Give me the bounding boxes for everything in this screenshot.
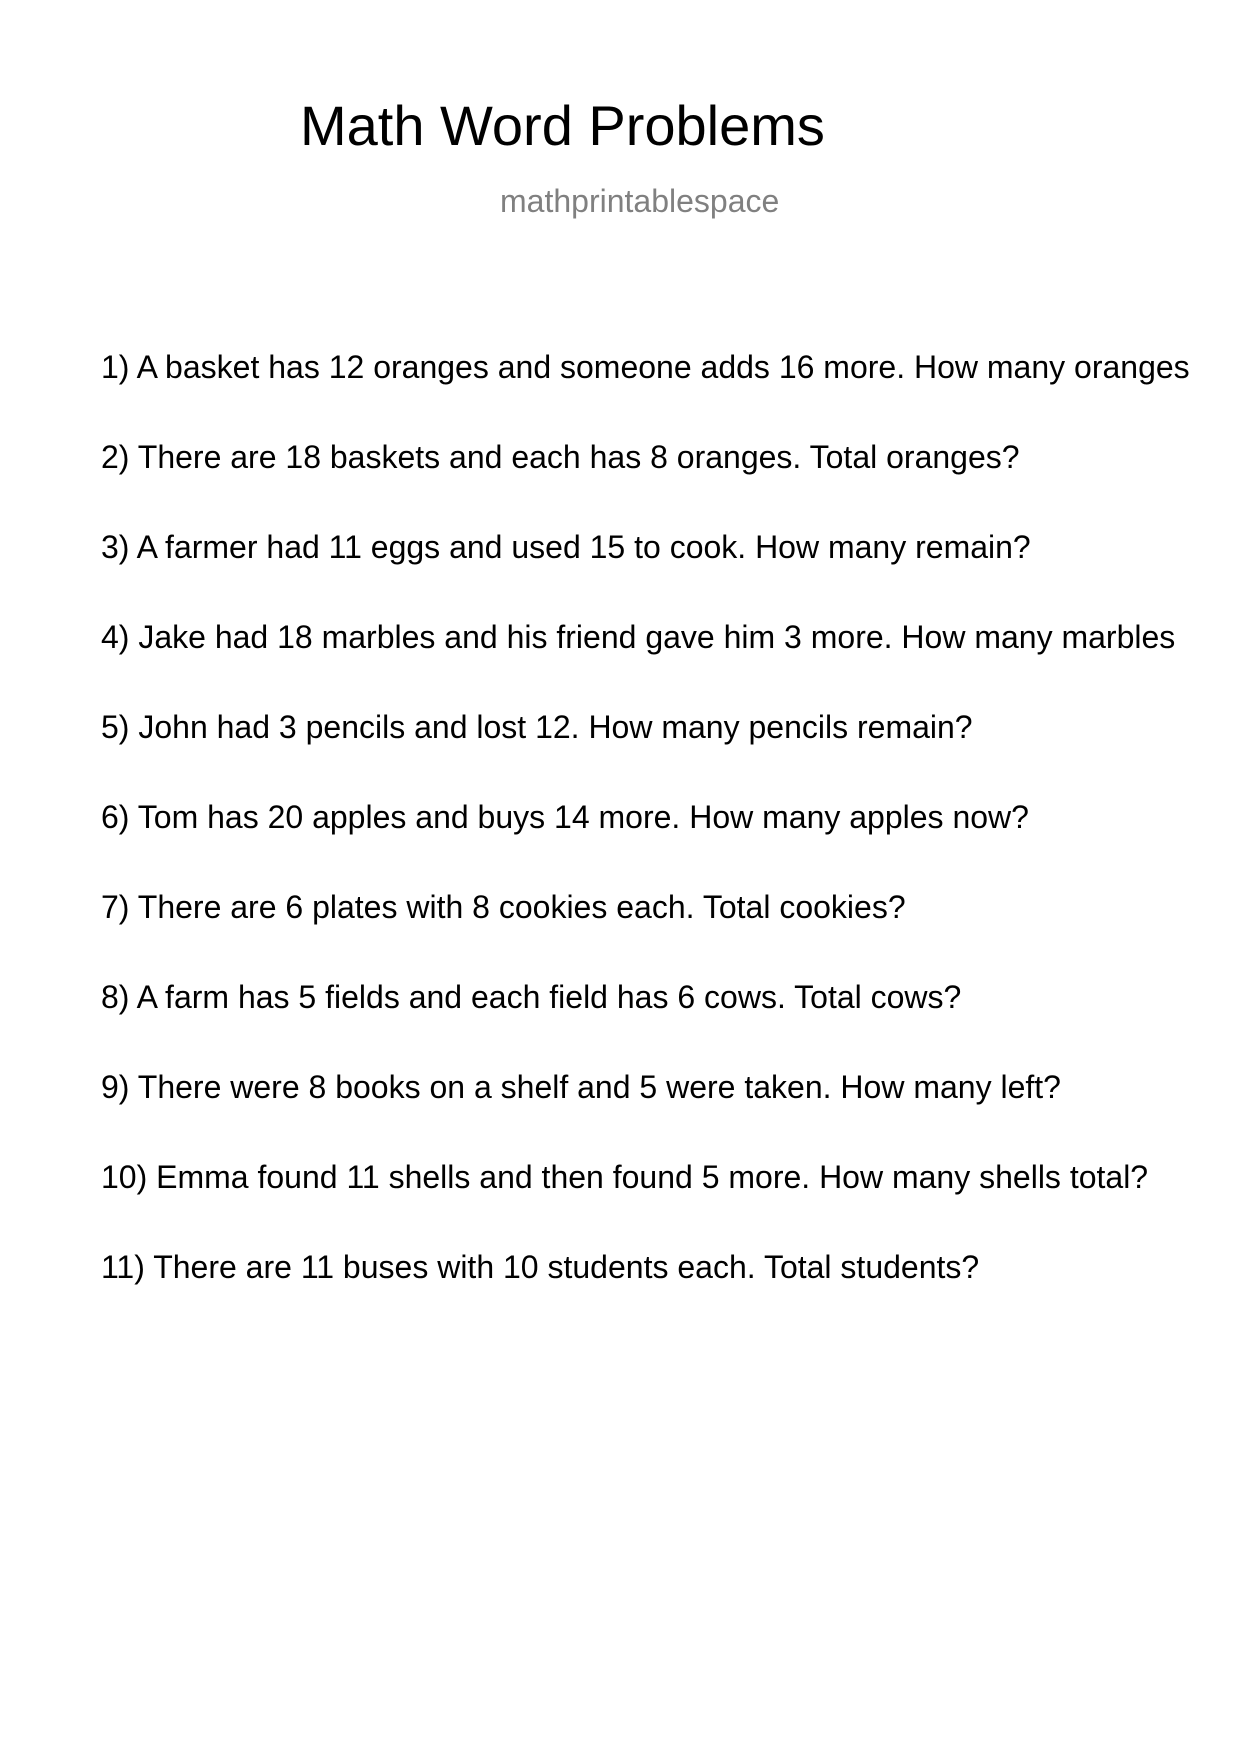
problem-5: 5) John had 3 pencils and lost 12. How many pencils remain? — [101, 709, 973, 745]
problem-8: 8) A farm has 5 fields and each field has 6 cows. Total cows? — [101, 979, 962, 1015]
page-title: Math Word Problems — [300, 94, 825, 157]
problem-11: 11) There are 11 buses with 10 students each. Total students? — [101, 1249, 980, 1285]
problem-2: 2) There are 18 baskets and each has 8 oranges. Total oranges? — [101, 439, 1020, 475]
problem-3: 3) A farmer had 11 eggs and used 15 to cook. How many remain? — [101, 529, 1031, 565]
problem-9: 9) There were 8 books on a shelf and 5 were taken. How many left? — [101, 1069, 1061, 1105]
problem-list — [101, 349, 1240, 1339]
problem-6: 6) Tom has 20 apples and buys 14 more. How many apples now? — [101, 799, 1029, 835]
problem-1: 1) A basket has 12 oranges and someone adds 16 more. How many oranges — [101, 349, 1190, 385]
page-subtitle: mathprintablespace — [500, 183, 780, 219]
problem-7: 7) There are 6 plates with 8 cookies each. Total cookies? — [101, 889, 906, 925]
problem-10: 10) Emma found 11 shells and then found 5 more. How many shells total? — [101, 1159, 1149, 1195]
problem-4: 4) Jake had 18 marbles and his friend gave him 3 more. How many marbles — [101, 619, 1176, 655]
